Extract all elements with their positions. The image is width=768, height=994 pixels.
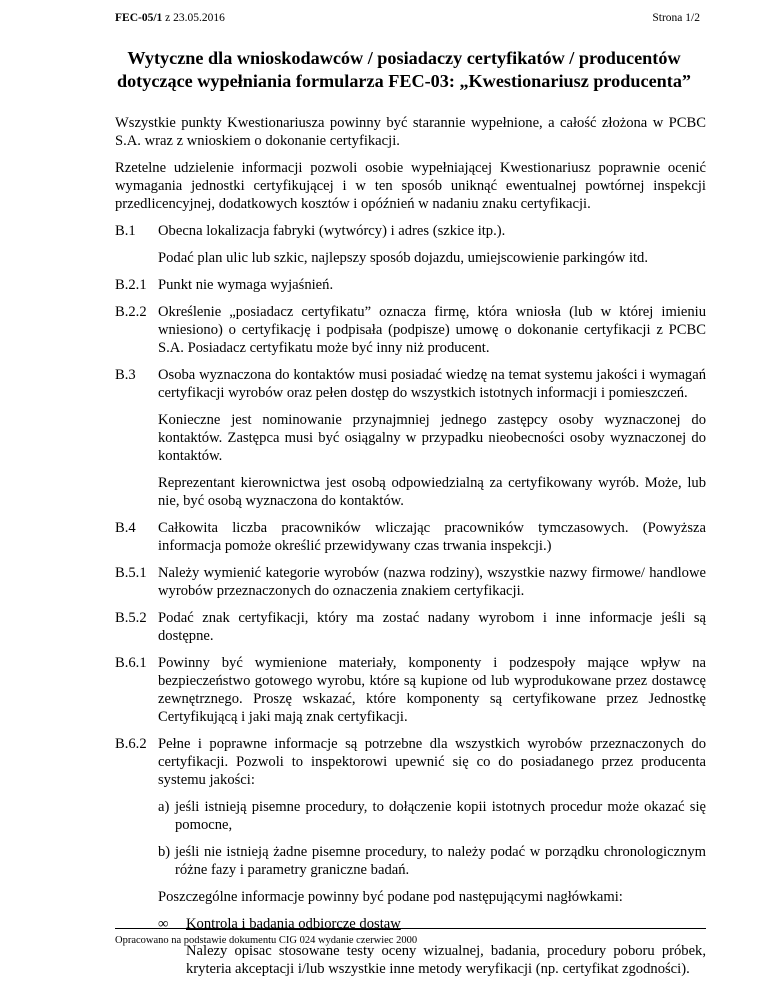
list-item-a xyxy=(158,798,706,834)
section-number: B.2.2 xyxy=(115,304,147,320)
list-item-b xyxy=(158,843,706,879)
section-text: Pełne i poprawne informacje są potrzebne dla wszystkich wyrobów przeznaczonych do certyfikacji. Pozwoli to inspektorowi upewnić się co do posiadanego przez producenta systemu jakości: xyxy=(158,736,706,788)
section-text: Określenie „posiadacz certyfikatu” oznacza firmę, która wniosła (lub w której imieniu wniesiono) o certyfikację i podpisała (podpisze) umowę o dokonanie certyfikacji z PCBC S.A. Posiadacz certyfikatu może być inny niż producent. xyxy=(158,304,706,356)
section-number: B.6.1 xyxy=(115,655,147,671)
list-text: jeśli istnieją pisemne procedury, to dołączenie kopii istotnych procedur może okazać się pomocne, xyxy=(175,799,706,833)
section-text: Należy wymienić kategorie wyrobów (nazwa rodziny), wszystkie nazwy firmowe/ handlowe wyrobów przeznaczonych do oznaczenia znakiem certyfikacji. xyxy=(158,565,706,599)
bullet-text: Nalezy opisac stosowane testy oceny wizualnej, badania, procedury poboru próbek, kryteria akceptacji i/lub wszystkie inne metody weryfikacji (np. certyfikat zgodności). xyxy=(186,943,706,977)
section-text: Poszczególne informacje powinny być podane pod następującymi nagłówkami: xyxy=(158,889,623,905)
section-text: Powinny być wymienione materiały, komponenty i podzespoły mające wpływ na bezpieczeństwo gotowego wyrobu, które są kupione od lub wyprodukowane przez dostawcę zewnętrznego. Proszę wskazać, które komponenty są certyfikowane przez Jednostkę Certyfikującą i jaki mają znak certyfikacji. xyxy=(158,655,706,725)
page-header xyxy=(115,12,700,28)
section-text: Punkt nie wymaga wyjaśnień. xyxy=(158,277,334,293)
section-text: Obecna lokalizacja fabryki (wytwórcy) i adres (szkice itp.). xyxy=(158,223,506,239)
section-number: B.5.1 xyxy=(115,565,147,581)
title-line-2: dotyczące wypełniania formularza FEC-03: „Kwestionariusz producenta” xyxy=(116,71,692,91)
section-number: B.4 xyxy=(115,520,136,536)
list-label: a) xyxy=(158,799,170,815)
section-b4 xyxy=(115,519,706,555)
bullet-heading: Kontrola i badania odbiorcze dostaw xyxy=(186,916,401,932)
page-footer: Opracowano na podstawie dokumentu CIG 024 wydanie czerwiec 2000 xyxy=(115,935,418,946)
bullet-item xyxy=(158,915,706,978)
document-body xyxy=(115,114,706,987)
intro-paragraph-1: Wszystkie punkty Kwestionariusza powinny być starannie wypełnione, a całość złożona w PCBC S.A. wraz z wnioskiem o dokonanie certyfikacji. xyxy=(115,115,706,149)
section-b5-1 xyxy=(115,564,706,600)
section-text: Konieczne jest nominowanie przynajmniej jednego zastępcy osoby wyznaczonej do kontaktów. Zastępca musi być osiągalny w przypadku nieobecności osoby wyznaczonej do kontaktów. xyxy=(158,412,706,464)
section-number: B.5.2 xyxy=(115,610,147,626)
list-text: jeśli nie istnieją żadne pisemne procedury, to należy podać w porządku chronologicznym różne fazy i parametry graniczne badań. xyxy=(175,844,706,878)
section-b3 xyxy=(115,366,706,510)
section-text: Całkowita liczba pracowników wliczając pracowników tymczasowych. (Powyższa informacja pomoże określić przewidywany czas trwania inspekcji.) xyxy=(158,520,706,554)
section-b2-2 xyxy=(115,303,706,357)
section-text: Podać plan ulic lub szkic, najlepszy sposób dojazdu, umiejscowienie parkingów itd. xyxy=(158,250,649,266)
title-line-1: Wytyczne dla wnioskodawców / posiadaczy certyfikatów / producentów xyxy=(127,48,681,68)
infinity-bullet-icon: ∞ xyxy=(158,916,169,932)
page-number: Strona 1/2 xyxy=(652,12,700,24)
section-b6-1 xyxy=(115,654,706,726)
section-b2-1 xyxy=(115,276,706,294)
document-title xyxy=(100,47,708,93)
intro-paragraph-2: Rzetelne udzielenie informacji pozwoli osobie wypełniającej Kwestionariusz poprawnie ocenić wymagania jednostki certyfikującej i w ten sposób uniknąć ewentualnej powtórnej inspekcji przedlicencyjnej, dodatkowych kosztów i opóźnień w nadaniu znaku certyfikacji. xyxy=(115,160,706,212)
section-number: B.3 xyxy=(115,367,136,383)
section-text: Podać znak certyfikacji, który ma zostać nadany wyrobom i inne informacje jeśli są dostępne. xyxy=(158,610,706,644)
section-number: B.6.2 xyxy=(115,736,147,752)
document-date: z 23.05.2016 xyxy=(162,12,225,24)
section-number: B.2.1 xyxy=(115,277,147,293)
section-number: B.1 xyxy=(115,223,136,239)
section-b5-2 xyxy=(115,609,706,645)
document-code: FEC-05/1 xyxy=(115,12,163,24)
section-text: Osoba wyznaczona do kontaktów musi posiadać wiedzę na temat systemu jakości i wymagań certyfikacji wyrobów oraz pełen dostęp do wszystkich istotnych informacji i pomieszczeń. xyxy=(158,367,706,401)
section-b1 xyxy=(115,222,706,267)
document-reference xyxy=(115,12,225,24)
list-label: b) xyxy=(158,844,171,860)
section-text: Reprezentant kierownictwa jest osobą odpowiedzialną za certyfikowany wyrób. Może, lub nie, być osobą wyznaczona do kontaktów. xyxy=(158,475,706,509)
footer-divider xyxy=(115,928,706,929)
